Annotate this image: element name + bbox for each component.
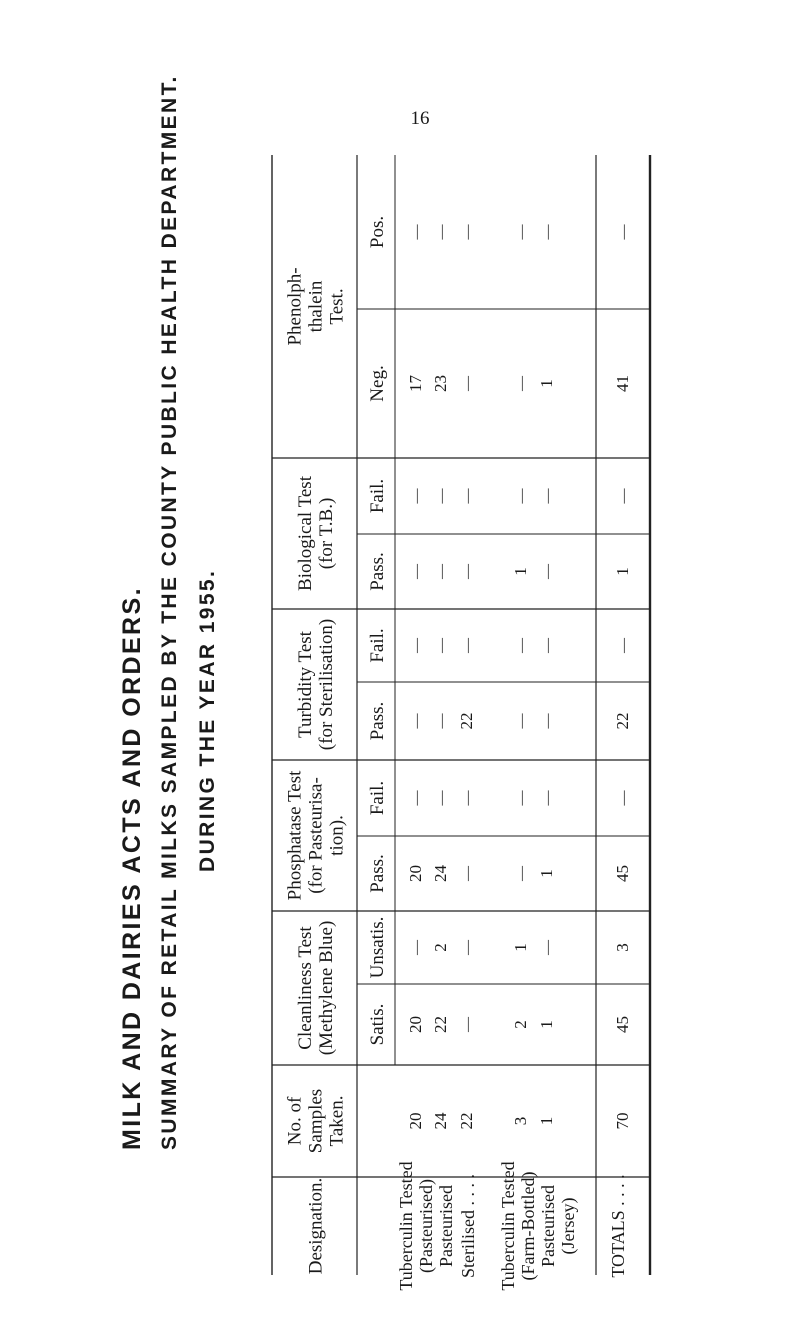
header-phenolphthalein-line-0: Phenolph- xyxy=(284,267,306,346)
cell-phos_fail-totals: — xyxy=(616,790,632,806)
header-designation-line-0: Designation. xyxy=(305,1177,327,1275)
header-samples-line-0: No. of xyxy=(284,1096,306,1146)
subheader-unsatis: Unsatis. xyxy=(367,916,388,979)
cell-satis-row-2: — xyxy=(460,1017,476,1032)
cell-turb_pass-row-1: — xyxy=(434,713,450,729)
designation-row-1-line-0: Pasteurised xyxy=(436,1185,456,1267)
cell-unsatis-row-2: — xyxy=(460,940,476,955)
cell-unsatis-totals: 3 xyxy=(613,943,632,952)
header-biological-line-0: Biological Test xyxy=(295,476,316,591)
cell-bio_fail-row-4: — xyxy=(540,488,556,504)
designation-row-0-line-1: (Pasteurised) xyxy=(416,1179,436,1273)
cell-neg-row-2: — xyxy=(460,376,476,391)
cell-neg-row-3: — xyxy=(514,376,530,391)
designation-totals: TOTALS . . . . xyxy=(608,1174,628,1278)
header-samples-line-2: Taken. xyxy=(326,1095,348,1147)
cell-turb_fail-row-4: — xyxy=(540,638,556,653)
cell-pos-row-4: — xyxy=(540,224,556,240)
header-cleanliness-line-0: Cleanliness Test xyxy=(295,926,316,1050)
cell-pos-row-3: — xyxy=(514,224,530,240)
cell-unsatis-row-3: 1 xyxy=(511,943,530,952)
cell-bio_fail-row-2: — xyxy=(460,488,476,504)
cell-neg-row-1: 23 xyxy=(431,375,450,392)
header-phosphatase-line-1: (for Pasteurisa- xyxy=(305,777,327,894)
cell-satis-totals: 45 xyxy=(613,1016,632,1033)
cell-pos-row-2: — xyxy=(460,224,476,240)
cell-bio_fail-row-0: — xyxy=(409,488,425,504)
designation-row-0-line-0: Tuberculin Tested xyxy=(396,1161,416,1291)
cell-neg-totals: 41 xyxy=(613,375,632,392)
header-phosphatase-line-0: Phosphatase Test xyxy=(284,770,306,901)
designation-row-4-line-1: (Jersey) xyxy=(558,1197,578,1255)
cell-bio_fail-row-1: — xyxy=(434,488,450,504)
cell-unsatis-row-0: — xyxy=(409,940,425,955)
header-turbidity-line-1: (for Sterilisation) xyxy=(316,618,337,751)
header-phosphatase-line-2: tion). xyxy=(326,815,348,856)
cell-samples-row-2: 22 xyxy=(457,1112,476,1130)
cell-turb_pass-row-0: — xyxy=(409,713,425,729)
cell-bio_pass-row-3: 1 xyxy=(511,567,530,576)
cell-pos-row-1: — xyxy=(434,224,450,240)
header-biological-line-1: (for T.B.) xyxy=(316,497,337,570)
subheader-neg: Neg. xyxy=(367,365,388,402)
cell-turb_pass-row-2: 22 xyxy=(457,712,476,730)
cell-neg-row-0: 17 xyxy=(406,375,425,392)
cell-turb_pass-row-4: — xyxy=(540,713,556,729)
cell-samples-row-1: 24 xyxy=(431,1112,450,1130)
cell-pos-row-0: — xyxy=(409,224,425,240)
cell-unsatis-row-4: — xyxy=(540,940,556,955)
cell-phos_pass-row-2: — xyxy=(460,866,476,881)
page-number: 16 xyxy=(410,108,430,129)
document-title: SUMMARY OF RETAIL MILKS SAMPLED BY THE COUNTY PUBLIC HEALTH DEPARTMENT. xyxy=(158,74,181,1150)
cell-samples-totals: 70 xyxy=(613,1112,632,1130)
cell-satis-row-3: 2 xyxy=(511,1020,530,1029)
designation-row-3-line-1: (Farm-Bottled) xyxy=(518,1171,538,1281)
cell-satis-row-4: 1 xyxy=(537,1020,556,1029)
cell-turb_fail-row-0: — xyxy=(409,638,425,653)
cell-turb_fail-row-2: — xyxy=(460,638,476,653)
cell-phos_fail-row-0: — xyxy=(409,790,425,806)
subheader-turb_fail: Fail. xyxy=(367,628,388,663)
cell-neg-row-4: 1 xyxy=(537,379,556,388)
designation-row-2-line-0: Sterilised . . . . xyxy=(458,1174,478,1278)
cell-satis-row-1: 22 xyxy=(431,1016,450,1033)
subheader-bio_fail: Fail. xyxy=(367,478,388,514)
subheader-phos_pass: Pass. xyxy=(367,854,388,893)
period: DURING THE YEAR 1955. xyxy=(196,568,219,872)
cell-phos_pass-row-1: 24 xyxy=(431,865,450,882)
cell-phos_pass-row-4: 1 xyxy=(537,869,556,878)
cell-turb_fail-row-1: — xyxy=(434,638,450,653)
cell-satis-row-0: 20 xyxy=(406,1016,425,1033)
designation-row-4-line-0: Pasteurised xyxy=(538,1185,558,1267)
cell-bio_fail-row-3: — xyxy=(514,488,530,504)
subheader-pos: Pos. xyxy=(367,215,388,249)
cell-turb_pass-row-3: — xyxy=(514,713,530,729)
cell-phos_fail-row-3: — xyxy=(514,790,530,806)
subheader-bio_pass: Pass. xyxy=(367,552,388,591)
cell-phos_fail-row-4: — xyxy=(540,790,556,806)
cell-bio_pass-row-4: — xyxy=(540,564,556,579)
cell-unsatis-row-1: 2 xyxy=(431,943,450,952)
cell-bio_pass-totals: 1 xyxy=(613,567,632,576)
cell-phos_fail-row-1: — xyxy=(434,790,450,806)
cell-samples-row-4: 1 xyxy=(537,1116,556,1126)
designation-row-3-line-0: Tuberculin Tested xyxy=(498,1161,518,1291)
cell-turb_fail-totals: — xyxy=(616,638,632,653)
cell-phos_pass-row-0: 20 xyxy=(406,865,425,882)
cell-turb_pass-totals: 22 xyxy=(613,712,632,730)
header-phenolphthalein-line-1: thalein xyxy=(305,280,327,333)
cell-bio_fail-totals: — xyxy=(616,488,632,504)
header-turbidity-line-0: Turbidity Test xyxy=(295,631,316,738)
header-cleanliness-line-1: (Methylene Blue) xyxy=(316,920,337,1056)
subheader-turb_pass: Pass. xyxy=(367,701,388,741)
cell-phos_pass-row-3: — xyxy=(514,866,530,881)
cell-samples-row-3: 3 xyxy=(511,1116,530,1126)
subtitle: MILK AND DAIRIES ACTS AND ORDERS. xyxy=(118,586,146,1150)
cell-bio_pass-row-0: — xyxy=(409,564,425,579)
subheader-phos_fail: Fail. xyxy=(367,780,388,816)
cell-bio_pass-row-2: — xyxy=(460,564,476,579)
cell-phos_pass-totals: 45 xyxy=(613,865,632,882)
subheader-satis: Satis. xyxy=(367,1003,388,1046)
cell-phos_fail-row-2: — xyxy=(460,790,476,806)
header-phenolphthalein-line-2: Test. xyxy=(326,288,348,325)
cell-turb_fail-row-3: — xyxy=(514,638,530,653)
cell-pos-totals: — xyxy=(616,224,632,240)
header-samples-line-1: Samples xyxy=(305,1088,327,1154)
cell-samples-row-0: 20 xyxy=(406,1112,425,1130)
cell-bio_pass-row-1: — xyxy=(434,564,450,579)
